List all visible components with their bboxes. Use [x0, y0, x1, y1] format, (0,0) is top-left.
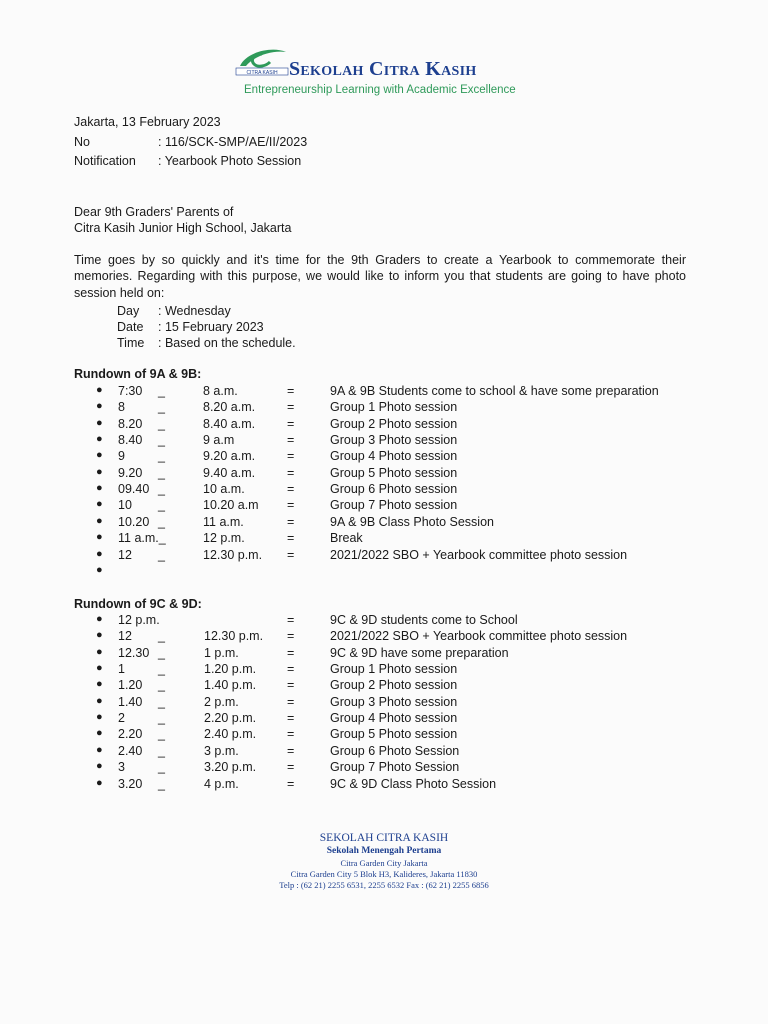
start-time: 10 — [118, 498, 132, 513]
activity: Group 6 Photo session — [330, 482, 458, 497]
end-time: 2.20 p.m. — [204, 711, 257, 726]
activity: 9A & 9B Students come to school & have some preparation — [330, 384, 659, 398]
start-time: 12.30 — [118, 645, 150, 660]
start-time: 12 p.m. — [118, 613, 160, 627]
activity: Group 6 Photo Session — [330, 743, 460, 758]
logo-text: CITRA KASIH — [246, 70, 278, 76]
equals-sign: = — [287, 433, 295, 448]
bullet-icon: ● — [96, 711, 103, 724]
footer-city: Citra Garden City Jakarta — [340, 858, 428, 868]
end-time: 4 p.m. — [204, 776, 239, 791]
activity: Group 7 Photo Session — [330, 760, 460, 775]
rundown-9a-9b-title: Rundown of 9A & 9B: — [74, 367, 202, 381]
end-time: 1 p.m. — [204, 645, 239, 660]
bullet-icon: ● — [96, 416, 103, 429]
start-time: 7:30 — [118, 384, 143, 398]
time-separator: _ — [158, 743, 165, 758]
notification-label: Notification — [74, 154, 136, 168]
bullet-icon: ● — [96, 547, 103, 560]
equals-sign: = — [287, 514, 295, 529]
end-time: 9.40 a.m. — [203, 465, 256, 480]
time-separator: _ — [158, 694, 165, 709]
end-time: 8.40 a.m. — [203, 416, 256, 431]
activity: 2021/2022 SBO + Yearbook committee photo session — [330, 629, 628, 644]
equals-sign: = — [287, 678, 295, 693]
end-time: 9.20 a.m. — [203, 449, 256, 464]
start-time: 1.20 — [118, 678, 143, 693]
end-time: 2 p.m. — [204, 694, 239, 709]
time-separator: _ — [158, 482, 165, 497]
end-time: 11 a.m. — [203, 514, 244, 529]
time-separator: _ — [158, 711, 165, 726]
bullet-icon: ● — [96, 449, 103, 462]
rundown-9c-9d-title: Rundown of 9C & 9D: — [74, 597, 202, 611]
bullet-icon: ● — [96, 531, 103, 544]
equals-sign: = — [287, 662, 295, 677]
start-time: 12 — [118, 629, 132, 644]
equals-sign: = — [287, 613, 295, 627]
end-time: 1.40 p.m. — [204, 678, 257, 693]
number-label: No — [74, 135, 90, 149]
activity: Group 4 Photo session — [330, 711, 458, 726]
start-time: 09.40 — [118, 482, 150, 497]
start-time: 2.20 — [118, 727, 143, 742]
equals-sign: = — [287, 547, 295, 562]
time-separator: _ — [158, 629, 165, 644]
activity: 9C & 9D Class Photo Session — [330, 776, 497, 791]
activity: Group 4 Photo session — [330, 449, 458, 464]
start-time: 8.40 — [118, 433, 143, 448]
time-label: Time — [117, 336, 145, 350]
equals-sign: = — [287, 465, 295, 480]
equals-sign: = — [287, 629, 295, 644]
start-time: 9 — [118, 449, 125, 464]
equals-sign: = — [287, 694, 295, 709]
footer-address: Citra Garden City 5 Blok H3, Kalideres, Jakarta 11830 — [290, 869, 478, 879]
equals-sign: = — [287, 711, 295, 726]
activity: Group 3 Photo session — [330, 694, 458, 709]
start-time: 3.20 — [118, 776, 143, 791]
bullet-icon: ● — [96, 760, 103, 773]
bullet-icon: ● — [96, 563, 103, 576]
date-label: Date — [117, 320, 144, 334]
end-time: 2.40 p.m. — [204, 727, 257, 742]
day-label: Day — [117, 304, 140, 318]
end-time: 8 a.m. — [203, 384, 238, 398]
start-time: 11 a.m._ — [118, 531, 166, 546]
place-date: Jakarta, 13 February 2023 — [74, 115, 221, 129]
bullet-icon: ● — [96, 400, 103, 413]
end-time: 1.20 p.m. — [204, 662, 257, 677]
bullet-icon: ● — [96, 694, 103, 707]
activity: Group 5 Photo session — [330, 465, 458, 480]
start-time: 1.40 — [118, 694, 143, 709]
activity: Group 2 Photo session — [330, 678, 458, 693]
date-value: : 15 February 2023 — [158, 320, 264, 334]
start-time: 2 — [118, 711, 125, 726]
school-name: Sekolah Citra Kasih — [289, 58, 477, 80]
activity: Break — [330, 531, 363, 546]
bullet-icon: ● — [96, 465, 103, 478]
end-time: 3 p.m. — [204, 743, 239, 758]
activity: Group 2 Photo session — [330, 416, 458, 431]
end-time: 10 a.m. — [203, 482, 245, 497]
school-logo — [232, 44, 292, 78]
bullet-icon: ● — [96, 498, 103, 511]
salutation-line-2: Citra Kasih Junior High School, Jakarta — [74, 221, 292, 235]
bullet-icon: ● — [96, 678, 103, 691]
footer-school-level: Sekolah Menengah Pertama — [326, 846, 442, 856]
number-value: : 116/SCK-SMP/AE/II/2023 — [158, 135, 308, 149]
salutation-line-1: Dear 9th Graders' Parents of — [74, 205, 234, 219]
equals-sign: = — [287, 416, 295, 431]
equals-sign: = — [287, 727, 295, 742]
equals-sign: = — [287, 760, 295, 775]
end-time: 3.20 p.m. — [204, 760, 257, 775]
time-separator: _ — [158, 514, 165, 529]
equals-sign: = — [287, 449, 295, 464]
time-separator: _ — [158, 384, 165, 398]
end-time: 8.20 a.m. — [203, 400, 256, 415]
notification-value: : Yearbook Photo Session — [158, 154, 302, 168]
end-time: 12 p.m. — [203, 531, 245, 546]
start-time: 2.40 — [118, 743, 143, 758]
time-separator: _ — [158, 400, 165, 415]
bullet-icon: ● — [96, 613, 103, 625]
bullet-icon: ● — [96, 727, 103, 740]
equals-sign: = — [287, 384, 295, 398]
bullet-icon: ● — [96, 743, 103, 756]
end-time: 9 a.m — [203, 433, 235, 448]
equals-sign: = — [287, 498, 295, 513]
activity: Group 5 Photo session — [330, 727, 458, 742]
start-time: 9.20 — [118, 465, 143, 480]
bullet-icon: ● — [96, 662, 103, 675]
start-time: 12 — [118, 547, 132, 562]
time-separator: _ — [158, 449, 165, 464]
activity: Group 1 Photo session — [330, 400, 458, 415]
school-tagline: Entrepreneurship Learning with Academic Excellence — [244, 84, 516, 96]
time-separator: _ — [158, 727, 165, 742]
footer-school-name: SEKOLAH CITRA KASIH — [319, 832, 449, 844]
end-time: 12.30 p.m. — [204, 629, 264, 644]
activity: Group 3 Photo session — [330, 433, 458, 448]
time-separator: _ — [158, 776, 165, 791]
intro-paragraph: Time goes by so quickly and it's time for the 9th Graders to create a Yearbook to commemorate their memories. Regarding with this purpose, we would like to inform you that students are going to have photo session held on: — [74, 253, 686, 300]
bullet-icon: ● — [96, 482, 103, 495]
bullet-icon: ● — [96, 776, 103, 789]
bullet-icon: ● — [96, 645, 103, 658]
time-separator: _ — [158, 645, 165, 660]
bullet-icon: ● — [96, 384, 103, 396]
time-separator: _ — [158, 416, 165, 431]
bullet-icon: ● — [96, 514, 103, 527]
time-separator: _ — [158, 465, 165, 480]
bullet-icon: ● — [96, 629, 103, 642]
start-time: 8 — [118, 400, 125, 415]
time-separator: _ — [158, 662, 165, 677]
activity: Group 1 Photo session — [330, 662, 458, 677]
equals-sign: = — [287, 531, 295, 546]
end-time: 12.30 p.m. — [203, 547, 263, 562]
time-value: : Based on the schedule. — [158, 336, 296, 350]
start-time: 8.20 — [118, 416, 143, 431]
time-separator: _ — [158, 678, 165, 693]
equals-sign: = — [287, 743, 295, 758]
time-separator: _ — [158, 433, 165, 448]
activity: 9C & 9D have some preparation — [330, 645, 509, 660]
activity: 9A & 9B Class Photo Session — [330, 514, 494, 529]
activity: 9C & 9D students come to School — [330, 613, 518, 627]
day-value: : Wednesday — [158, 304, 231, 318]
equals-sign: = — [287, 400, 295, 415]
activity: Group 7 Photo session — [330, 498, 458, 513]
equals-sign: = — [287, 776, 295, 791]
start-time: 3 — [118, 760, 125, 775]
bullet-icon: ● — [96, 433, 103, 446]
end-time: 10.20 a.m — [203, 498, 259, 513]
time-separator: _ — [158, 547, 165, 562]
equals-sign: = — [287, 645, 295, 660]
activity: 2021/2022 SBO + Yearbook committee photo session — [330, 547, 628, 562]
footer-contact: Telp : (62 21) 2255 6531, 2255 6532 Fax : (62 21) 2255 6856 — [279, 880, 489, 890]
start-time: 10.20 — [118, 514, 150, 529]
equals-sign: = — [287, 482, 295, 497]
time-separator: _ — [158, 498, 165, 513]
time-separator: _ — [158, 760, 165, 775]
start-time: 1 — [118, 662, 125, 677]
